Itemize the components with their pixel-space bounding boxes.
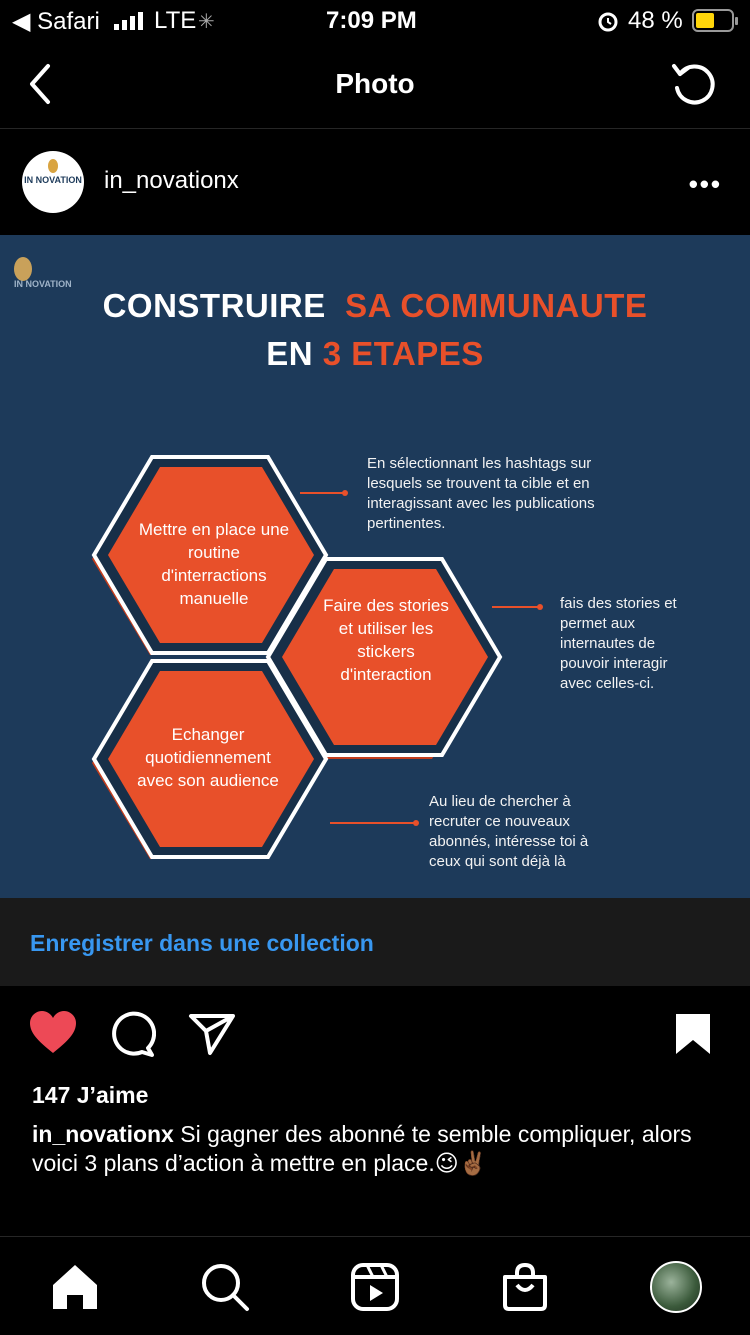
post-actions	[0, 1000, 750, 1070]
share-icon[interactable]	[188, 1012, 236, 1056]
post-header	[0, 129, 750, 235]
step-1-label: Mettre en place une routine d'interractions manuelle	[138, 520, 290, 608]
avatar-logo-text: IN NOVATION	[24, 175, 82, 185]
network-label: LTE	[154, 7, 197, 34]
post-username[interactable]: in_novationx	[104, 167, 239, 194]
save-to-collection-link[interactable]: Enregistrer dans une collection	[30, 930, 374, 956]
image-title-line1: CONSTRUIRE SA COMMUNAUTE	[102, 287, 648, 324]
caption-text: Si gagner des abonné te semble compliquer, alors voici 3 plans d’action à mettre en place.😉✌🏾	[32, 1121, 692, 1176]
step-3-note: Au lieu de chercher à recruter ce nouveaux abonnés, intéresse toi à ceux qui sont déjà là	[429, 793, 589, 870]
save-to-collection-bar[interactable]	[0, 898, 750, 986]
loading-icon: ✳	[198, 11, 215, 33]
bottom-tab-bar	[0, 1236, 750, 1335]
refresh-icon[interactable]	[670, 60, 718, 108]
post-image[interactable]	[0, 235, 750, 898]
home-icon[interactable]	[45, 1257, 105, 1317]
signal-icon	[114, 12, 144, 30]
heart-icon[interactable]	[28, 1010, 78, 1056]
avatar[interactable]	[22, 151, 84, 213]
step-2-note: fais des stories et permet aux internautes de pouvoir interagir avec celles-ci.	[560, 595, 677, 692]
page-title: Photo	[335, 68, 415, 99]
caption-username[interactable]: in_novationx	[32, 1121, 174, 1147]
back-to-app[interactable]: ◀ Safari	[12, 8, 100, 35]
step-3-label: Echanger quotidiennement avec son audience	[137, 725, 279, 790]
clock: 7:09 PM	[326, 7, 417, 34]
image-title-line2: EN 3 ETAPES	[266, 335, 484, 372]
shop-icon[interactable]	[495, 1257, 555, 1317]
logo-text: IN NOVATION	[14, 279, 72, 289]
bookmark-icon[interactable]	[674, 1012, 712, 1056]
profile-avatar-icon[interactable]	[650, 1261, 702, 1313]
hexagon-diagram	[0, 235, 750, 898]
reels-icon[interactable]	[345, 1257, 405, 1317]
battery-label: 48 %	[628, 7, 683, 34]
step-2-label: Faire des stories et utiliser les stickers d'interaction	[323, 596, 449, 684]
search-icon[interactable]	[195, 1257, 255, 1317]
battery-icon	[692, 9, 740, 33]
bulb-icon	[48, 159, 58, 173]
comment-icon[interactable]	[108, 1010, 156, 1058]
post-caption	[32, 1120, 722, 1178]
more-icon[interactable]: •••	[688, 169, 722, 199]
likes-count[interactable]: 147 J’aime	[32, 1082, 149, 1108]
top-nav	[0, 42, 750, 129]
status-bar	[0, 0, 750, 42]
step-1-note: En sélectionnant les hashtags sur lesquels se trouvent ta cible et en interagissant avec les publications pertinentes.	[367, 455, 595, 532]
alarm-icon	[597, 10, 619, 32]
